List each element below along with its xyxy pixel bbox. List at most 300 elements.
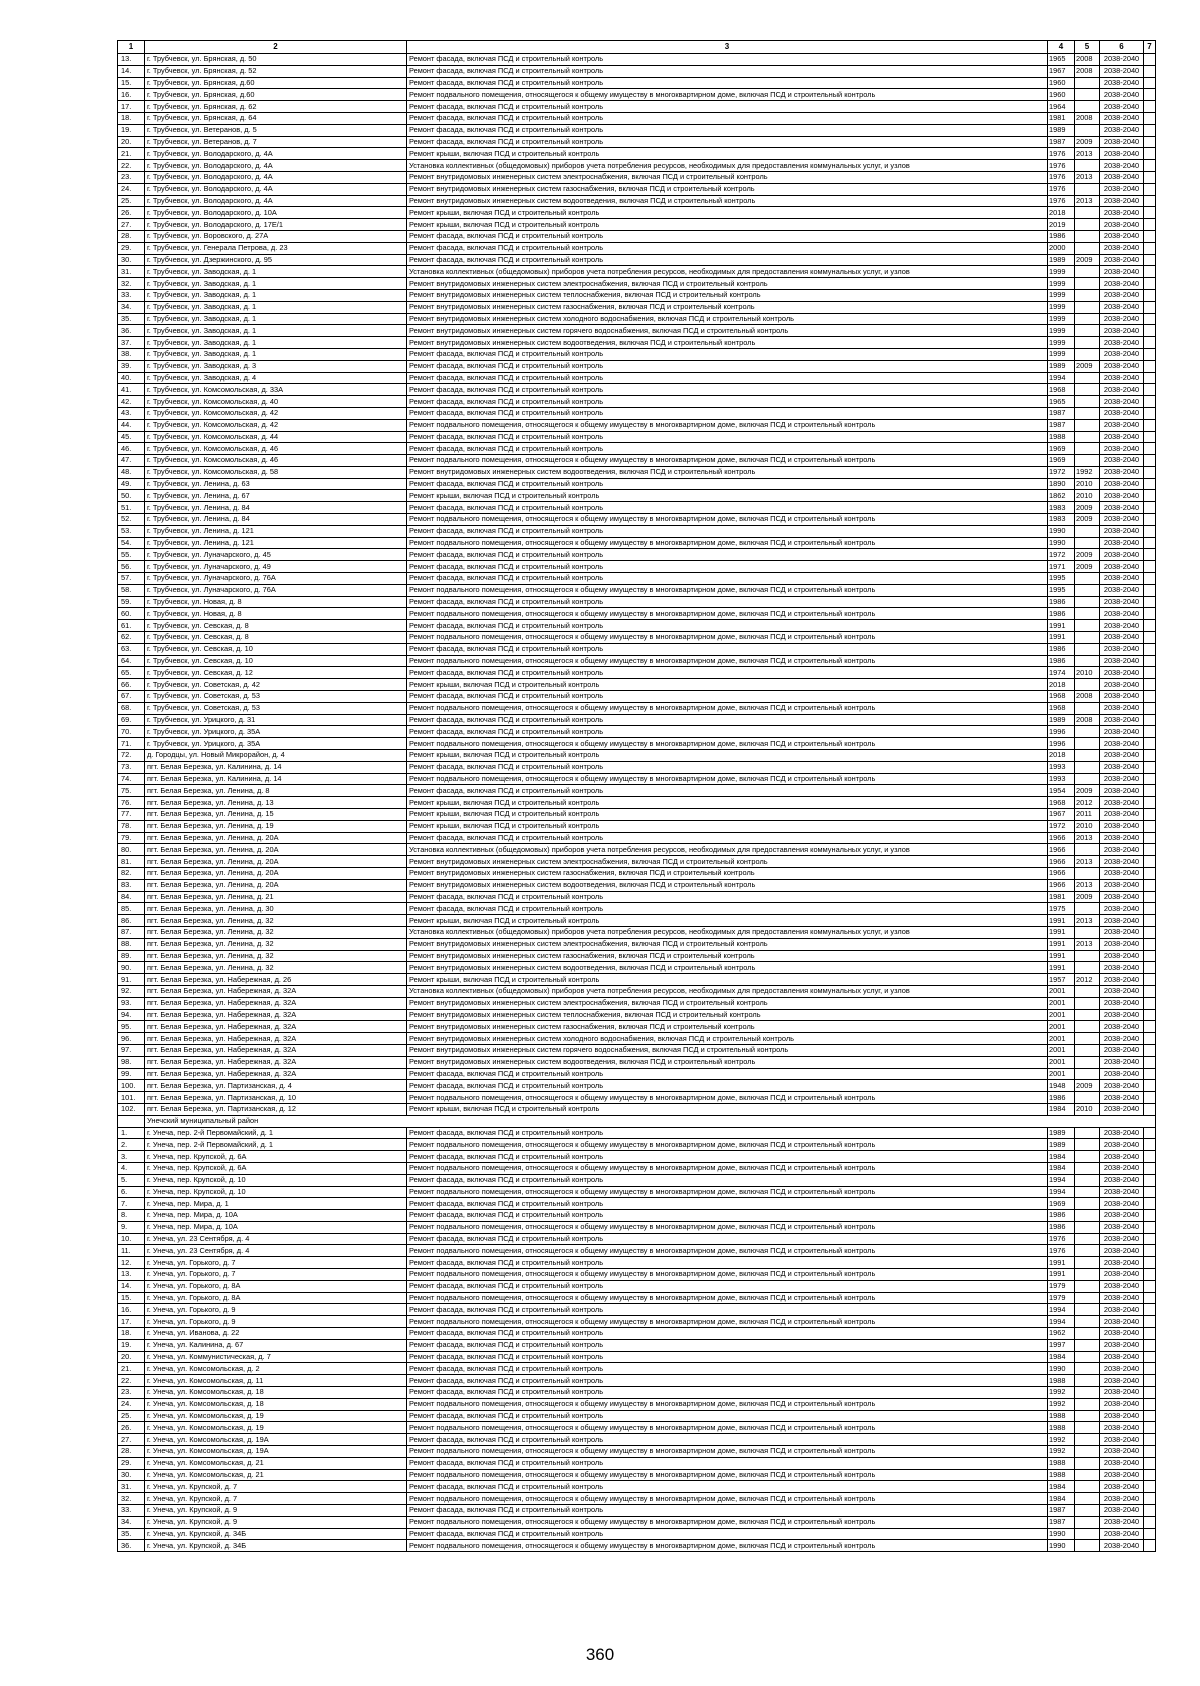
cell-repair-period: 2038-2040 [1100,360,1144,372]
cell-repair-period: 2038-2040 [1100,1328,1144,1340]
table-row [118,1316,1156,1328]
table-row [118,502,1156,514]
table-row [118,1198,1156,1210]
table-row [118,1528,1156,1540]
cell-address: г. Унеча, пер. 2-й Первомайский, д. 1 [145,1139,407,1151]
cell-year-built: 1989 [1048,124,1075,136]
cell-address: г. Унеча, ул. Комсомольская, д. 18 [145,1387,407,1399]
table-row [118,1257,1156,1269]
cell-repair-period: 2038-2040 [1100,478,1144,490]
cell-work-type: Ремонт внутридомовых инженерных систем водоотведения, включая ПСД и строительный контроль [407,879,1048,891]
table-row [118,1398,1156,1410]
cell-work-type: Ремонт внутридомовых инженерных систем теплоснабжения, включая ПСД и строительный контроль [407,289,1048,301]
table-row [118,809,1156,821]
cell-work-type: Ремонт подвального помещения, относящегося к общему имуществу в многоквартирном доме, включая ПСД и строительный контроль [407,1469,1048,1481]
cell-work-type: Ремонт фасада, включая ПСД и строительный контроль [407,136,1048,148]
cell-year-last-repair [1075,1221,1100,1233]
cell-address: г. Трубчевск, ул. Севская, д. 10 [145,643,407,655]
cell-year-built: 1991 [1048,1257,1075,1269]
cell-extra [1144,750,1156,762]
cell-repair-period: 2038-2040 [1100,160,1144,172]
cell-row-number: 70. [118,726,145,738]
cell-extra [1144,974,1156,986]
cell-row-number: 11. [118,1245,145,1257]
cell-repair-period: 2038-2040 [1100,431,1144,443]
cell-row-number: 29. [118,242,145,254]
cell-row-number: 37. [118,337,145,349]
cell-repair-period: 2038-2040 [1100,832,1144,844]
cell-row-number: 30. [118,254,145,266]
cell-extra [1144,1151,1156,1163]
cell-year-last-repair [1075,1481,1100,1493]
cell-work-type: Ремонт внутридомовых инженерных систем горячего водоснабжения, включая ПСД и строительный контроль [407,325,1048,337]
cell-extra [1144,1328,1156,1340]
cell-extra [1144,313,1156,325]
cell-repair-period: 2038-2040 [1100,1068,1144,1080]
cell-work-type: Ремонт фасада, включая ПСД и строительный контроль [407,785,1048,797]
cell-year-built: 1999 [1048,301,1075,313]
cell-year-built: 1986 [1048,608,1075,620]
cell-row-number: 19. [118,1339,145,1351]
cell-year-last-repair [1075,372,1100,384]
cell-extra [1144,620,1156,632]
cell-address: д. Городцы, ул. Новый Микрорайон, д. 4 [145,750,407,762]
cell-extra [1144,325,1156,337]
cell-repair-period: 2038-2040 [1100,1257,1144,1269]
cell-work-type: Ремонт подвального помещения, относящегося к общему имуществу в многоквартирном доме, включая ПСД и строительный контроль [407,537,1048,549]
cell-year-built: 1987 [1048,1505,1075,1517]
cell-year-built: 1991 [1048,915,1075,927]
cell-address: г. Унеча, пер. Крупской, д. 6А [145,1162,407,1174]
cell-work-type: Ремонт фасада, включая ПСД и строительный контроль [407,573,1048,585]
table-row [118,1505,1156,1517]
cell-address: пгт. Белая Березка, ул. Ленина, д. 19 [145,820,407,832]
cell-address: пгт. Белая Березка, ул. Ленина, д. 32 [145,938,407,950]
cell-work-type: Ремонт подвального помещения, относящегося к общему имуществу в многоквартирном доме, включая ПСД и строительный контроль [407,1446,1048,1458]
cell-work-type: Ремонт фасада, включая ПСД и строительный контроль [407,502,1048,514]
table-row [118,1493,1156,1505]
cell-year-built: 2019 [1048,219,1075,231]
cell-extra [1144,101,1156,113]
cell-year-built: 2001 [1048,1068,1075,1080]
table-row [118,1280,1156,1292]
table-row [118,301,1156,313]
table-row [118,289,1156,301]
cell-year-built: 1976 [1048,195,1075,207]
cell-repair-period: 2038-2040 [1100,1033,1144,1045]
cell-repair-period: 2038-2040 [1100,372,1144,384]
cell-address: г. Трубчевск, ул. Урицкого, д. 35А [145,726,407,738]
cell-repair-period: 2038-2040 [1100,950,1144,962]
cell-work-type: Ремонт фасада, включая ПСД и строительный контроль [407,561,1048,573]
cell-address: г. Трубчевск, ул. Брянская, д.60 [145,77,407,89]
cell-work-type: Ремонт подвального помещения, относящегося к общему имуществу в многоквартирном доме, включая ПСД и строительный контроль [407,1540,1048,1552]
cell-year-last-repair: 2013 [1075,938,1100,950]
cell-address: г. Унеча, ул. Иванова, д. 22 [145,1328,407,1340]
cell-work-type: Ремонт фасада, включая ПСД и строительный контроль [407,478,1048,490]
cell-address: г. Трубчевск, ул. Генерала Петрова, д. 23 [145,242,407,254]
cell-year-built: 2001 [1048,1056,1075,1068]
cell-repair-period: 2038-2040 [1100,136,1144,148]
cell-work-type: Ремонт внутридомовых инженерных систем газоснабжения, включая ПСД и строительный контроль [407,867,1048,879]
table-row [118,1221,1156,1233]
cell-repair-period: 2038-2040 [1100,903,1144,915]
cell-repair-period: 2038-2040 [1100,1410,1144,1422]
cell-address: г. Трубчевск, ул. Заводская, д. 1 [145,289,407,301]
cell-year-last-repair [1075,443,1100,455]
cell-row-number: 53. [118,525,145,537]
cell-work-type: Установка коллективных (общедомовых) приборов учета потребления ресурсов, необходимых для предоставления коммунальных услуг, и узлов [407,844,1048,856]
cell-extra [1144,266,1156,278]
cell-extra [1144,761,1156,773]
cell-row-number: 81. [118,856,145,868]
cell-repair-period: 2038-2040 [1100,325,1144,337]
cell-repair-period: 2038-2040 [1100,337,1144,349]
cell-year-last-repair [1075,738,1100,750]
cell-row-number: 58. [118,584,145,596]
cell-work-type: Ремонт подвального помещения, относящегося к общему имуществу в многоквартирном доме, включая ПСД и строительный контроль [407,1139,1048,1151]
cell-year-last-repair [1075,384,1100,396]
cell-year-last-repair [1075,1127,1100,1139]
cell-extra [1144,478,1156,490]
cell-address: г. Трубчевск, ул. Володарского, д. 4А [145,160,407,172]
cell-extra [1144,348,1156,360]
cell-extra [1144,1186,1156,1198]
cell-address: пгт. Белая Березка, ул. Набережная, д. 32А [145,997,407,1009]
cell-address: г. Трубчевск, ул. Ленина, д. 63 [145,478,407,490]
cell-year-last-repair [1075,289,1100,301]
cell-year-last-repair [1075,77,1100,89]
table-row [118,372,1156,384]
cell-year-last-repair: 2009 [1075,785,1100,797]
cell-extra [1144,136,1156,148]
cell-year-built: 1999 [1048,348,1075,360]
cell-extra [1144,1021,1156,1033]
cell-year-last-repair [1075,1446,1100,1458]
cell-address: г. Унеча, пер. Крупской, д. 10 [145,1186,407,1198]
cell-row-number: 69. [118,714,145,726]
cell-address: г. Трубчевск, ул. Заводская, д. 1 [145,325,407,337]
cell-year-built: 1984 [1048,1162,1075,1174]
page-number: 360 [585,1645,615,1664]
cell-repair-period: 2038-2040 [1100,1092,1144,1104]
table-row [118,596,1156,608]
cell-row-number: 39. [118,360,145,372]
cell-extra [1144,407,1156,419]
cell-work-type: Ремонт подвального помещения, относящегося к общему имуществу в многоквартирном доме, включая ПСД и строительный контроль [407,1221,1048,1233]
cell-row-number: 100. [118,1080,145,1092]
cell-row-number: 17. [118,101,145,113]
table-row [118,1328,1156,1340]
cell-extra [1144,1198,1156,1210]
table-row [118,702,1156,714]
table-row [118,1233,1156,1245]
table-row [118,915,1156,927]
cell-year-last-repair [1075,608,1100,620]
cell-repair-period: 2038-2040 [1100,997,1144,1009]
cell-extra [1144,702,1156,714]
cell-repair-period: 2038-2040 [1100,396,1144,408]
cell-row-number: 24. [118,183,145,195]
cell-address: пгт. Белая Березка, ул. Набережная, д. 26 [145,974,407,986]
cell-year-last-repair: 1992 [1075,466,1100,478]
cell-extra [1144,797,1156,809]
cell-work-type: Ремонт внутридомовых инженерных систем водоотведения, включая ПСД и строительный контроль [407,962,1048,974]
cell-year-built: 1986 [1048,655,1075,667]
table-row [118,785,1156,797]
cell-extra [1144,230,1156,242]
cell-year-built: 1988 [1048,1422,1075,1434]
table-row [118,691,1156,703]
cell-row-number: 98. [118,1056,145,1068]
cell-address: г. Трубчевск, ул. Севская, д. 10 [145,655,407,667]
cell-work-type: Ремонт фасада, включая ПСД и строительный контроль [407,832,1048,844]
cell-extra [1144,514,1156,526]
cell-year-last-repair: 2013 [1075,832,1100,844]
cell-address: пгт. Белая Березка, ул. Набережная, д. 32А [145,1033,407,1045]
cell-row-number: 9. [118,1221,145,1233]
cell-work-type: Ремонт крыши, включая ПСД и строительный контроль [407,148,1048,160]
cell-year-last-repair [1075,1328,1100,1340]
cell-row-number: 71. [118,738,145,750]
cell-year-built: 1994 [1048,1186,1075,1198]
table-row [118,1127,1156,1139]
cell-year-built: 1989 [1048,1127,1075,1139]
cell-extra [1144,443,1156,455]
cell-work-type: Ремонт фасада, включая ПСД и строительный контроль [407,726,1048,738]
cell-address: г. Унеча, ул. Комсомольская, д. 2 [145,1363,407,1375]
cell-work-type: Ремонт фасада, включая ПСД и строительный контроль [407,1481,1048,1493]
cell-year-built: 1990 [1048,1363,1075,1375]
cell-year-last-repair [1075,160,1100,172]
cell-row-number: 102. [118,1103,145,1115]
cell-repair-period: 2038-2040 [1100,1056,1144,1068]
cell-repair-period: 2038-2040 [1100,915,1144,927]
cell-repair-period: 2038-2040 [1100,785,1144,797]
cell-work-type: Ремонт внутридомовых инженерных систем электроснабжения, включая ПСД и строительный контроль [407,997,1048,1009]
cell-repair-period: 2038-2040 [1100,514,1144,526]
cell-repair-period: 2038-2040 [1100,101,1144,113]
cell-year-built: 1983 [1048,514,1075,526]
cell-row-number: 46. [118,443,145,455]
cell-address: г. Унеча, пер. Мира, д. 10А [145,1221,407,1233]
table-row [118,1446,1156,1458]
cell-address: г. Трубчевск, ул. Советская, д. 53 [145,702,407,714]
cell-year-last-repair [1075,596,1100,608]
cell-extra [1144,832,1156,844]
table-row [118,1457,1156,1469]
cell-extra [1144,1269,1156,1281]
cell-year-last-repair: 2008 [1075,112,1100,124]
cell-extra [1144,1446,1156,1458]
cell-row-number: 49. [118,478,145,490]
cell-extra [1144,738,1156,750]
cell-year-last-repair [1075,679,1100,691]
cell-row-number: 82. [118,867,145,879]
cell-row-number: 55. [118,549,145,561]
cell-work-type: Ремонт фасада, включая ПСД и строительный контроль [407,714,1048,726]
cell-address: г. Унеча, пер. 2-й Первомайский, д. 1 [145,1127,407,1139]
cell-year-last-repair [1075,396,1100,408]
cell-year-last-repair [1075,761,1100,773]
capital-repair-table [117,40,1156,1552]
cell-address: г. Трубчевск, ул. Новая, д. 8 [145,608,407,620]
cell-year-built: 1966 [1048,879,1075,891]
cell-work-type: Ремонт фасада, включая ПСД и строительный контроль [407,101,1048,113]
cell-repair-period: 2038-2040 [1100,620,1144,632]
table-row [118,856,1156,868]
cell-address: г. Унеча, пер. Мира, д. 1 [145,1198,407,1210]
cell-year-last-repair [1075,1245,1100,1257]
cell-row-number: 54. [118,537,145,549]
cell-year-built: 1991 [1048,962,1075,974]
cell-year-last-repair [1075,1351,1100,1363]
cell-repair-period: 2038-2040 [1100,1351,1144,1363]
table-row [118,549,1156,561]
cell-address: г. Трубчевск, ул. Ветеранов, д. 7 [145,136,407,148]
cell-year-built: 1981 [1048,891,1075,903]
table-row [118,160,1156,172]
cell-extra [1144,195,1156,207]
cell-year-last-repair [1075,867,1100,879]
cell-work-type: Ремонт внутридомовых инженерных систем газоснабжения, включая ПСД и строительный контроль [407,301,1048,313]
cell-address: г. Унеча, ул. Горького, д. 7 [145,1257,407,1269]
cell-row-number: 42. [118,396,145,408]
cell-year-built: 1999 [1048,337,1075,349]
cell-year-built: 1994 [1048,1174,1075,1186]
cell-repair-period: 2038-2040 [1100,974,1144,986]
cell-repair-period: 2038-2040 [1100,985,1144,997]
cell-work-type: Ремонт фасада, включая ПСД и строительный контроль [407,348,1048,360]
cell-year-built: 1979 [1048,1292,1075,1304]
cell-year-last-repair [1075,702,1100,714]
cell-year-last-repair: 2008 [1075,65,1100,77]
cell-year-last-repair [1075,337,1100,349]
cell-year-last-repair [1075,926,1100,938]
cell-year-last-repair [1075,1210,1100,1222]
cell-address: г. Трубчевск, ул. Севская, д. 12 [145,667,407,679]
cell-repair-period: 2038-2040 [1100,584,1144,596]
cell-extra [1144,254,1156,266]
cell-address: г. Трубчевск, ул. Володарского, д. 10А [145,207,407,219]
table-row [118,1068,1156,1080]
cell-address: г. Унеча, ул. Комсомольская, д. 18 [145,1398,407,1410]
cell-row-number: 77. [118,809,145,821]
cell-row-number: 99. [118,1068,145,1080]
cell-year-last-repair: 2010 [1075,478,1100,490]
cell-row-number: 32. [118,1493,145,1505]
cell-year-built: 1994 [1048,1316,1075,1328]
cell-row-number: 8. [118,1210,145,1222]
cell-address: г. Трубчевск, ул. Брянская, д. 62 [145,101,407,113]
cell-year-built: 2001 [1048,1021,1075,1033]
cell-extra [1144,65,1156,77]
cell-year-built: 1976 [1048,160,1075,172]
cell-year-built: 1984 [1048,1151,1075,1163]
cell-address: г. Трубчевск, ул. Луначарского, д. 76А [145,584,407,596]
cell-year-built: 1962 [1048,1328,1075,1340]
cell-work-type: Ремонт фасада, включая ПСД и строительный контроль [407,1434,1048,1446]
cell-year-last-repair: 2009 [1075,502,1100,514]
table-row [118,820,1156,832]
cell-work-type: Ремонт внутридомовых инженерных систем водоотведения, включая ПСД и строительный контроль [407,466,1048,478]
cell-address: пгт. Белая Березка, ул. Набережная, д. 32А [145,1021,407,1033]
cell-year-built: 1968 [1048,691,1075,703]
table-row [118,926,1156,938]
cell-address: г. Трубчевск, ул. Ленина, д. 67 [145,490,407,502]
cell-work-type: Ремонт крыши, включая ПСД и строительный контроль [407,490,1048,502]
cell-year-last-repair [1075,1269,1100,1281]
table-row [118,1516,1156,1528]
cell-row-number: 64. [118,655,145,667]
cell-year-built: 2001 [1048,997,1075,1009]
cell-repair-period: 2038-2040 [1100,820,1144,832]
cell-year-last-repair: 2009 [1075,891,1100,903]
cell-year-last-repair: 2009 [1075,254,1100,266]
cell-repair-period: 2038-2040 [1100,219,1144,231]
cell-row-number: 90. [118,962,145,974]
cell-row-number: 94. [118,1009,145,1021]
cell-extra [1144,1363,1156,1375]
table-row [118,1103,1156,1115]
cell-repair-period: 2038-2040 [1100,738,1144,750]
cell-work-type: Ремонт подвального помещения, относящегося к общему имуществу в многоквартирном доме, включая ПСД и строительный контроль [407,655,1048,667]
cell-repair-period: 2038-2040 [1100,89,1144,101]
cell-row-number: 5. [118,1174,145,1186]
cell-year-built: 2001 [1048,1033,1075,1045]
table-row [118,1245,1156,1257]
header-col-2: 2 [145,41,407,54]
cell-year-built: 1984 [1048,1351,1075,1363]
cell-repair-period: 2038-2040 [1100,679,1144,691]
cell-repair-period: 2038-2040 [1100,1044,1144,1056]
cell-extra [1144,160,1156,172]
cell-row-number: 4. [118,1162,145,1174]
cell-extra [1144,1351,1156,1363]
cell-row-number: 20. [118,136,145,148]
cell-row-number: 52. [118,514,145,526]
cell-extra [1144,679,1156,691]
cell-address: пгт. Белая Березка, ул. Ленина, д. 13 [145,797,407,809]
cell-extra [1144,856,1156,868]
cell-extra [1144,337,1156,349]
cell-address: г. Трубчевск, ул. Урицкого, д. 31 [145,714,407,726]
cell-year-built: 1968 [1048,384,1075,396]
cell-address: пгт. Белая Березка, ул. Набережная, д. 32А [145,985,407,997]
cell-year-last-repair: 2009 [1075,360,1100,372]
cell-address: г. Трубчевск, ул. Заводская, д. 4 [145,372,407,384]
cell-address: г. Трубчевск, ул. Комсомольская, д. 44 [145,431,407,443]
cell-row-number: 36. [118,1540,145,1552]
cell-address: г. Унеча, ул. Комсомольская, д. 11 [145,1375,407,1387]
cell-year-last-repair [1075,219,1100,231]
cell-year-built: 2018 [1048,207,1075,219]
table-row [118,962,1156,974]
table-row [118,77,1156,89]
cell-address: г. Трубчевск, ул. Луначарского, д. 49 [145,561,407,573]
cell-year-last-repair [1075,1540,1100,1552]
cell-work-type: Ремонт крыши, включая ПСД и строительный контроль [407,809,1048,821]
cell-address: г. Трубчевск, ул. Ленина, д. 121 [145,537,407,549]
table-row [118,1434,1156,1446]
cell-address: пгт. Белая Березка, ул. Калинина, д. 14 [145,761,407,773]
cell-year-last-repair [1075,431,1100,443]
cell-work-type: Ремонт подвального помещения, относящегося к общему имуществу в многоквартирном доме, включая ПСД и строительный контроль [407,632,1048,644]
table-row [118,65,1156,77]
cell-work-type: Ремонт фасада, включая ПСД и строительный контроль [407,1280,1048,1292]
cell-row-number: 27. [118,219,145,231]
cell-work-type: Ремонт крыши, включая ПСД и строительный контроль [407,750,1048,762]
